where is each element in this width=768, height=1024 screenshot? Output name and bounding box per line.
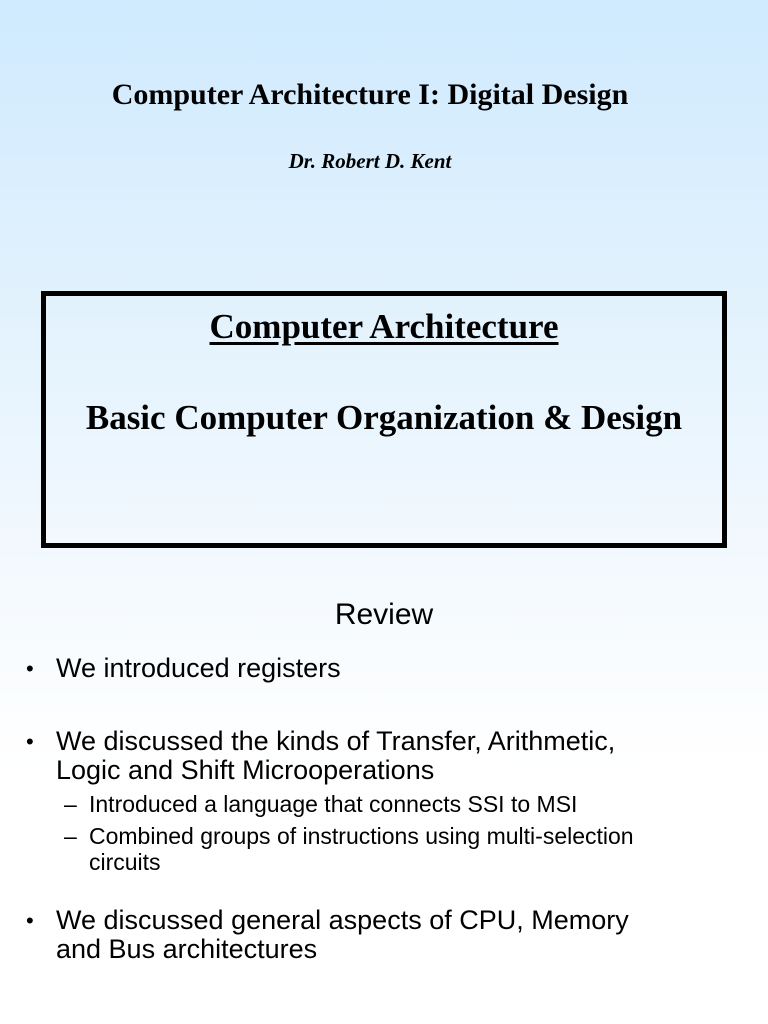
author-name: Dr. Robert D. Kent [288,149,452,173]
slide-title: Computer Architecture I: Digital Design [111,78,629,111]
bullet-marker: • [26,908,34,933]
bullet-item [26,726,736,785]
sub-bullet-marker: – [64,791,77,817]
sub-bullet-text: Introduced a language that connects SSI to MSI [89,791,578,817]
bullet-text-line: We discussed the kinds of Transfer, Arithmetic, [56,726,616,756]
bullet-item [26,905,736,964]
bullet-text: We introduced registers [56,653,341,683]
bullet-item [26,653,736,683]
bullet-text-line: We discussed general aspects of CPU, Memory [56,905,629,935]
sub-bullet-text-line: circuits [89,849,161,875]
bullet-text-line: Logic and Shift Microoperations [56,755,435,785]
sub-bullet-text-line: Combined groups of instructions using multi-selection [89,823,634,849]
topic-subtitle: Basic Computer Organization & Design [85,398,683,437]
sub-bullet-item [64,791,739,817]
sub-bullet-item [64,823,739,875]
bullet-marker: • [26,729,34,754]
topic-heading: Computer Architecture [209,307,559,346]
bullet-marker: • [26,656,34,681]
sub-bullet-marker: – [64,823,77,849]
topic-box [41,291,727,548]
review-heading: Review [334,598,434,631]
bullet-text-line: and Bus architectures [56,934,318,964]
